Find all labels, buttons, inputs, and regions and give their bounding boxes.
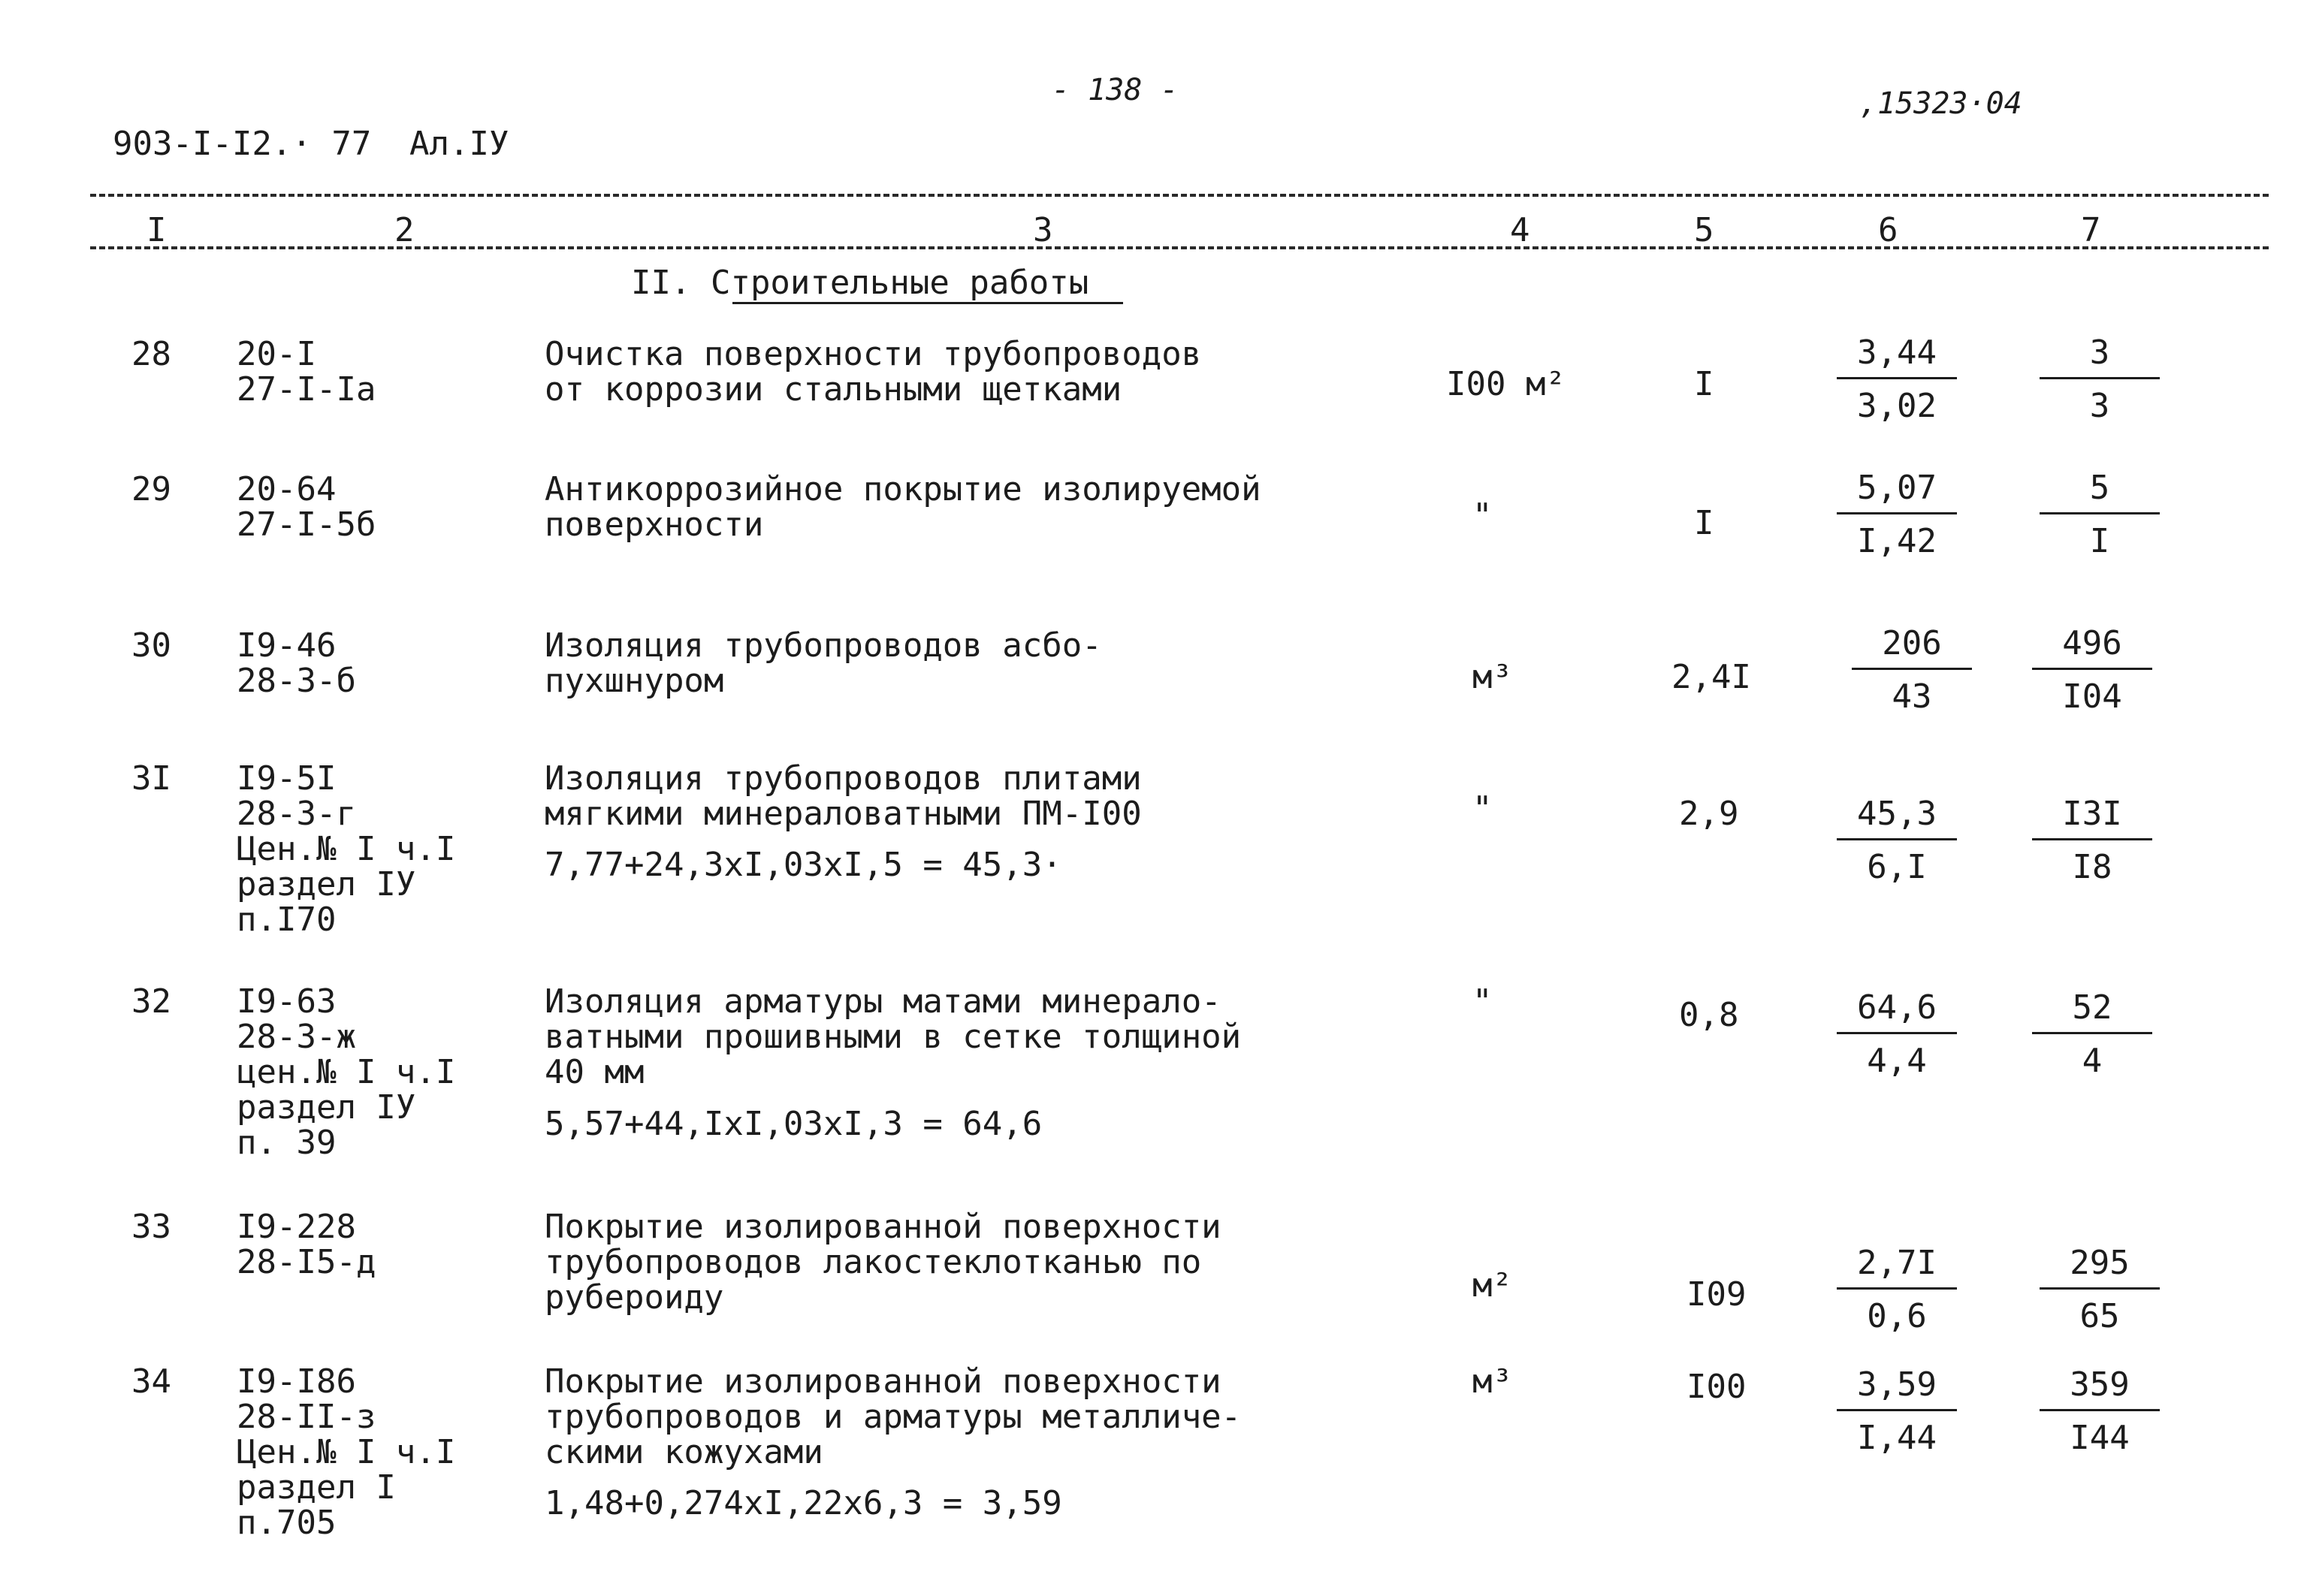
page-number: - 138 -: [1052, 73, 1179, 107]
document-code: 903-I-I2.· 77: [113, 125, 372, 163]
total-cost-fraction: [2040, 333, 2160, 425]
row-number: 3I: [131, 759, 171, 798]
total-cost-fraction: [2032, 795, 2152, 886]
work-description-line: от коррозии стальными щетками: [545, 370, 1122, 409]
header-rule-bottom: [90, 246, 2269, 249]
total-cost: 5: [2040, 472, 2160, 514]
total-cost-fraction: [2040, 1365, 2160, 1457]
norm-code: I9-I86: [237, 1362, 356, 1401]
work-description-line: мягкими минераловатными ПМ-I00: [545, 795, 1142, 833]
norm-code: цен.№ I ч.I: [237, 1053, 456, 1091]
norm-code: раздел IУ: [237, 865, 416, 904]
norm-code: раздел I: [237, 1468, 396, 1507]
norm-code: 28-3-б: [237, 662, 356, 700]
unit-cost-wages: I,42: [1857, 522, 1937, 560]
total-wages: 65: [2079, 1297, 2120, 1335]
work-description-line: Покрытие изолированной поверхности: [545, 1208, 1221, 1246]
work-description-line: пухшнуром: [545, 662, 724, 700]
norm-code: п. 39: [237, 1124, 337, 1162]
norm-code: I9-63: [237, 982, 337, 1021]
album-label: Ал.IУ: [409, 125, 509, 163]
norm-code: Цен.№ I ч.I: [237, 830, 456, 868]
norm-code: 28-II-з: [237, 1398, 376, 1436]
work-description-line: поверхности: [545, 505, 764, 544]
work-description-line: Изоляция трубопроводов асбо-: [545, 626, 1102, 665]
work-description-line: рубероиду: [545, 1278, 724, 1317]
work-description-line: Изоляция арматуры матами минерало-: [545, 982, 1221, 1021]
total-wages: I8: [2072, 848, 2112, 886]
total-wages: I44: [2070, 1419, 2130, 1457]
column-header-4: 4: [1510, 211, 1530, 249]
unit-cost-total: 64,6: [1837, 991, 1957, 1034]
norm-code: 20-64: [237, 470, 337, 508]
quantity: I00: [1686, 1368, 1747, 1406]
row-number: 29: [131, 470, 171, 508]
inventory-number: ,15323·04: [1859, 86, 2022, 121]
norm-code: 27-I-5б: [237, 505, 376, 544]
column-header-6: 6: [1878, 211, 1898, 249]
norm-code: 28-I5-д: [237, 1243, 376, 1281]
norm-code: 20-I: [237, 335, 316, 373]
work-description-line: трубопроводов и арматуры металличе-: [545, 1398, 1242, 1436]
header-rule-top: [90, 194, 2269, 197]
norm-code: I9-228: [237, 1208, 356, 1246]
quantity: 0,8: [1679, 996, 1739, 1034]
total-wages: I: [2089, 522, 2110, 560]
work-description-line: Антикоррозийное покрытие изолируемой: [545, 470, 1261, 508]
column-header-2: 2: [394, 211, 415, 249]
norm-code: 28-3-ж: [237, 1018, 356, 1056]
unit-cost-fraction: [1837, 795, 1957, 886]
row-number: 34: [131, 1362, 171, 1401]
unit-of-measure: м²: [1472, 1266, 1512, 1305]
column-header-3: 3: [1033, 211, 1053, 249]
work-description-line: 40 мм: [545, 1053, 645, 1091]
work-description-line: Покрытие изолированной поверхности: [545, 1362, 1221, 1401]
work-description-line: Изоляция трубопроводов плитами: [545, 759, 1142, 798]
calculation-formula: 7,77+24,3хI,03хI,5 = 45,3·: [545, 846, 1062, 884]
row-number: 32: [131, 982, 171, 1021]
unit-cost-fraction: [1837, 333, 1957, 425]
work-description-line: скими кожухами: [545, 1433, 823, 1471]
unit-of-measure: м³: [1472, 658, 1512, 696]
quantity: I09: [1686, 1275, 1747, 1314]
norm-code: 27-I-Ia: [237, 370, 376, 409]
norm-code: Цен.№ I ч.I: [237, 1433, 456, 1471]
unit-cost-wages: 6,I: [1867, 848, 1927, 886]
unit-cost-fraction: [1837, 988, 1957, 1080]
unit-cost-total: 2,7I: [1837, 1247, 1957, 1290]
total-cost-fraction: [2040, 1244, 2160, 1335]
total-cost: 52: [2032, 991, 2152, 1034]
unit-cost-wages: 0,6: [1867, 1297, 1927, 1335]
total-cost: 359: [2040, 1368, 2160, 1411]
total-cost: 3: [2040, 336, 2160, 379]
unit-of-measure: ": [1472, 789, 1493, 828]
column-header-7: 7: [2081, 211, 2101, 249]
unit-cost-fraction: [1837, 1365, 1957, 1457]
column-header-5: 5: [1694, 211, 1714, 249]
unit-cost-wages: 3,02: [1857, 387, 1937, 425]
norm-code: п.I70: [237, 901, 337, 939]
column-header-1: I: [146, 211, 167, 249]
unit-of-measure: ": [1472, 982, 1493, 1021]
total-cost: 496: [2032, 627, 2152, 670]
unit-cost-fraction: [1837, 1244, 1957, 1335]
unit-cost-total: 3,59: [1837, 1368, 1957, 1411]
total-cost-fraction: [2032, 624, 2152, 716]
row-number: 33: [131, 1208, 171, 1246]
work-description-line: трубопроводов лакостеклотканью по: [545, 1243, 1202, 1281]
total-wages: 4: [2082, 1042, 2103, 1080]
work-description-line: ватными прошивными в сетке толщиной: [545, 1018, 1242, 1056]
calculation-formula: 5,57+44,IхI,03хI,3 = 64,6: [545, 1105, 1043, 1143]
norm-code: раздел IУ: [237, 1088, 416, 1127]
calculation-formula: 1,48+0,274хI,22х6,3 = 3,59: [545, 1484, 1062, 1522]
total-cost-fraction: [2040, 469, 2160, 560]
section-title: II. Строительные работы: [631, 264, 1089, 302]
unit-cost-total: 5,07: [1837, 472, 1957, 514]
unit-cost-fraction: [1837, 469, 1957, 560]
quantity: I: [1694, 504, 1714, 542]
unit-cost-fraction: [1852, 624, 1972, 716]
total-cost: 295: [2040, 1247, 2160, 1290]
unit-cost-total: 45,3: [1837, 798, 1957, 840]
total-cost: I3I: [2032, 798, 2152, 840]
norm-code: п.705: [237, 1504, 337, 1542]
norm-code: 28-3-г: [237, 795, 356, 833]
total-cost-fraction: [2032, 988, 2152, 1080]
total-wages: 3: [2089, 387, 2110, 425]
unit-cost-total: 206: [1852, 627, 1972, 670]
norm-code: I9-46: [237, 626, 337, 665]
row-number: 30: [131, 626, 171, 665]
unit-cost-total: 3,44: [1837, 336, 1957, 379]
unit-of-measure: ": [1472, 496, 1493, 535]
unit-of-measure: м³: [1472, 1362, 1512, 1401]
total-wages: I04: [2062, 677, 2122, 716]
quantity: I: [1694, 365, 1714, 403]
unit-of-measure: I00 м²: [1446, 365, 1566, 403]
unit-cost-wages: 43: [1892, 677, 1932, 716]
work-description-line: Очистка поверхности трубопроводов: [545, 335, 1202, 373]
section-title-underline: [732, 302, 1123, 304]
row-number: 28: [131, 335, 171, 373]
norm-code: I9-5I: [237, 759, 337, 798]
unit-cost-wages: I,44: [1857, 1419, 1937, 1457]
quantity: 2,4I: [1671, 658, 1751, 696]
quantity: 2,9: [1679, 795, 1739, 833]
unit-cost-wages: 4,4: [1867, 1042, 1927, 1080]
